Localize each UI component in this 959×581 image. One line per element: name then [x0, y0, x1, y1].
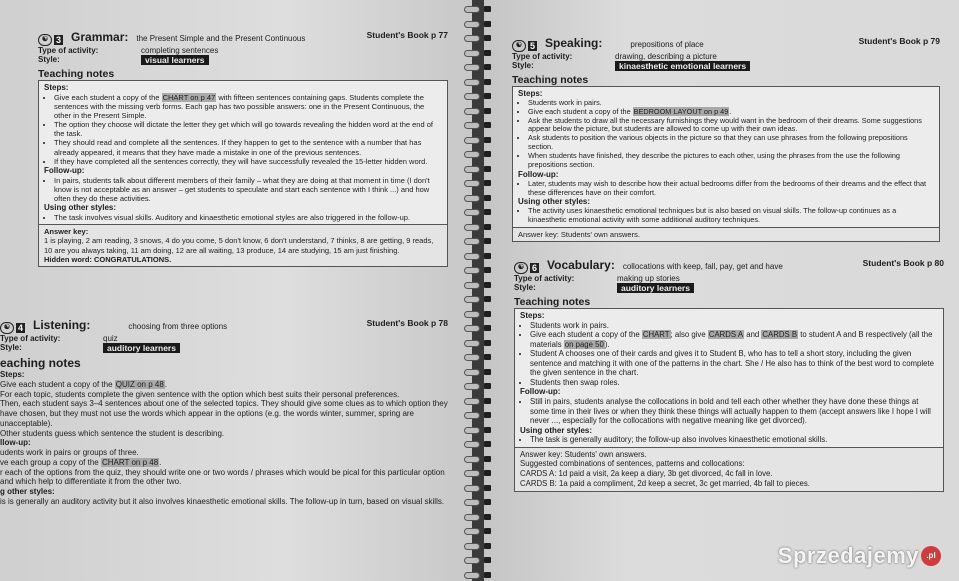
- list-item: • The activity uses kinaesthetic emotional techniques but is also based on visual skills. The follow-up continues as a kinaesthetic emotional activity with some additional auditory techniques.: [528, 207, 934, 225]
- grammar-badge: ☯ 3: [38, 34, 63, 46]
- listening-notes: Steps: Give each student a copy of the QUIZ on p 48. For each topic, students complete the given sentence with the option which best suits their personal preferences. Then, each student says 3–4 sentences about one of the selected topics. They should give some clues as to which option they have chosen, but they must not use the words which appear in the options (e.g. the words winter, summer, spring are unacceptable). Other students guess which sentence the student is describing. llow-up: udents work in pairs or groups of three. ve each group a copy of the CHART on p 48. r each of the options from the quiz, they should write one or two words / phrases which would be pical for this particular option and which help to differentiate it from the other two. g other styles: is is generally an auditory activity but it also involves kinaesthetic emotional skills. The follow-up in turn, based on visual skills.: [0, 370, 448, 506]
- spiral-coil: [460, 439, 496, 449]
- spiral-coil: [460, 222, 496, 232]
- vocabulary-aim: collocations with keep, fall, pay, get and have: [622, 262, 783, 271]
- vocabulary-badge: ☯ 6: [514, 262, 539, 274]
- cards-a-reference: CARDS A: [708, 330, 744, 340]
- spiral-coil: [460, 149, 496, 159]
- spiral-coil: [460, 193, 496, 203]
- spiral-coil: [460, 381, 496, 391]
- vocabulary-book-ref: Student's Book p 80: [862, 258, 944, 268]
- spiral-binding: [460, 0, 496, 581]
- vocabulary-notes-box: Steps: • Students work in pairs. • Give each student a copy of the CHART; also give CARDS A and CARDS B to student A and B respectively (all the materials on page 50). • Student A chooses one of their cards and gives it to Student B, who has to tell a short story, including the given sentence and matching it with one of the patterns in the chart. She / He also has to think of the best word to complete the given sentence in the chart. • Students then swap roles. Follow-up: • Still in pairs, students analyse the collocations in bold and tell each other whether they have done these things at some time in their lives or when they think these things will actually happen to them (accept answers like I hope I will never ..., especially for the collocations with negative meaning like get divorced). Using other styles: • The task is generally auditory; the follow-up also involves kinaesthetic emotional skills.: [514, 308, 944, 448]
- list-item: For each topic, students complete the given sentence with the option which best suits their personal preferences.: [0, 389, 400, 399]
- list-item: • Ask the students to draw all the necessary furnishings they would want in the bedroom of their dreams. Some suggestions appear below the picture, but students are allowed to come up with their own ideas.: [528, 117, 934, 135]
- spiral-coil: [460, 497, 496, 507]
- vocabulary-type: making up stories: [617, 274, 680, 283]
- list-item: • They should read and complete all the sentences. If they happen to get to the sentence with a number that has already appeared, it means that they have made a mistake in one of the previous sentences.: [54, 138, 442, 156]
- list-item: • Students then swap roles.: [530, 378, 938, 388]
- page-reference: on page 50: [564, 339, 604, 349]
- list-item: ve each group a copy of the CHART on p 48.: [0, 457, 162, 467]
- chart-reference: CHART: [642, 330, 670, 340]
- brain-icon: ☯: [0, 322, 14, 334]
- list-item: • Student A chooses one of their cards and gives it to Student B, who has to tell a short story, including the given sentence and matching it with one of the patterns in the chart. She / He also has to think of the best word to complete the given sentence in the chart.: [530, 349, 938, 378]
- listening-badge: ☯ 4: [0, 322, 25, 334]
- spiral-coil: [460, 468, 496, 478]
- listening-section: ☯ 4 Listening: choosing from three options Student's Book p 78 Type of activity: quiz Style: auditory learners eaching notes Steps: Give each student a copy of the QUIZ on p 48. For each topic, students complete the given sentence with the option which best suits their personal preferences. Then, each student says 3–4 sentences about one of the selected topics. They should give some clues as to which option they have chosen, but they must not use the words which appear in the options (e.g. the words winter, summer, spring are unacceptable). Other students guess which sentence the student is describing. llow-up: udents work in pairs or groups of three. ve each group a copy of the CHART on p 48. r each of the options from the quiz, they should write one or two words / phrases which would be pical for this particular option and which help to differentiate it from the other two. g other styles: is is generally an auditory activity but it also involves kinaesthetic emotional skills. The follow-up in turn, based on visual skills.: [0, 318, 448, 506]
- spiral-coil: [460, 48, 496, 58]
- spiral-coil: [460, 410, 496, 420]
- grammar-title: Grammar:: [71, 30, 129, 44]
- chart-reference: CHART on p 47: [162, 92, 216, 102]
- list-item: • The task is generally auditory; the follow-up also involves kinaesthetic emotional skills.: [530, 435, 938, 445]
- watermark-logo: Sprzedajemy .pl: [778, 543, 941, 569]
- spiral-coil: [460, 265, 496, 275]
- list-item: • Later, students may wish to describe how their actual bedrooms differ from the bedrooms of their dreams and the effect that these differences have on their comfort.: [528, 180, 934, 198]
- grammar-notes-box: Steps: • Give each student a copy of the CHART on p 47 with fifteen sentences containing gaps. Students complete the sentences with the missing verb forms. Each gap has two possible answers: one in the Present Continuous, the other in the Present Simple. • The option they choose will dictate the letter they get which will go towards revealing the hidden word at the end of the task. • They should read and complete all the sentences. If they happen to get to the sentence with a number that has already appeared, it means that they have made a mistake in one of the previous sentences. • If they have completed all the sentences correctly, they will have successfully revealed the 15-letter hidden word. Follow-up: • In pairs, students talk about different members of their family – what they are doing at that moment in time (I don't know is not acceptable as an answer – get students to speculate and start each sentence with I think ...) and how often they do these activities. Using other styles: • The task involves visual skills. Auditory and kinaesthetic emotional styles are also triggered in the follow-up.: [38, 80, 448, 225]
- spiral-coil: [460, 352, 496, 362]
- grammar-style-tag: visual learners: [141, 55, 209, 65]
- spiral-coil: [460, 570, 496, 580]
- list-item: • In pairs, students talk about different members of their family – what they are doing at that moment in time (I don't know is not acceptable as an answer – get students to speculate and start each sentence with I think ...) and how often they do these activities.: [54, 176, 442, 203]
- listening-style-tag: auditory learners: [103, 343, 180, 353]
- spiral-coil: [460, 425, 496, 435]
- spiral-coil: [460, 33, 496, 43]
- brain-icon: ☯: [514, 262, 528, 274]
- bedroom-layout-reference: BEDROOM LAYOUT on p 49: [633, 106, 729, 116]
- brain-icon: ☯: [38, 34, 52, 46]
- vocabulary-section: ☯ 6 Vocabulary: collocations with keep, fall, pay, get and have Student's Book p 80 Type of activity: making up stories Style: auditory learners Teaching notes Steps: • Students work in pairs. • Give each student a copy of the CHART; also give CARDS A and CARDS B to student A and B respectively (all the materials on page 50). • Student A chooses one of their cards and gives it to Student B, who has to tell a short story, including the given sentence and matching it with one of the patterns in the chart. She / He also has to think of the best word to complete the given sentence in the chart. • Students then swap roles. Follow-up: • Still in pairs, students analyse the collocations in bold and tell each other whether they have done these things at some time in their lives or when they think these things will actually happen to them (accept answers like I hope I will never ..., especially for the collocations with negative meaning like get divorced). Using other styles: • The task is generally auditory; the follow-up also involves kinaesthetic emotional skills. Answer key: Students' own answers. Suggested combinations of sentences, patterns and collocations: CARDS A: 1d paid a visit, 2a keep a diary, 3b get divorced, 4c fall in love. CARDS B: 1a paid a compliment, 2d keep a secret, 3c get married, 4b fall to pieces.: [514, 258, 944, 492]
- vocabulary-teaching-notes-heading: Teaching notes: [514, 296, 591, 308]
- grammar-book-ref: Student's Book p 77: [366, 30, 448, 40]
- grammar-aim: the Present Simple and the Present Continuous: [136, 34, 306, 43]
- vocabulary-title: Vocabulary:: [547, 258, 615, 272]
- listening-title: Listening:: [33, 318, 91, 332]
- spiral-coil: [460, 236, 496, 246]
- spiral-coil: [460, 454, 496, 464]
- list-item: • When students have finished, they describe the pictures to each other, using the phrases from the use the following prepositions section.: [528, 152, 934, 170]
- spiral-coil: [460, 207, 496, 217]
- spiral-coil: [460, 367, 496, 377]
- speaking-answer-key: Answer key: Students' own answers.: [512, 228, 940, 242]
- list-item: • The task involves visual skills. Auditory and kinaesthetic emotional styles are also triggered in the follow-up.: [54, 213, 442, 222]
- speaking-title: Speaking:: [545, 36, 603, 50]
- list-item: • Still in pairs, students analyse the collocations in bold and tell each other whether they have done these things at some time in their lives or when they think these things will actually happen to them (accept answers like I hope I will never ..., especially for the collocations with negative meaning like get divorced).: [530, 397, 938, 426]
- speaking-notes-box: Steps: • Students work in pairs. • Give each student a copy of the BEDROOM LAYOUT on p 49. • Ask the students to draw all the necessary furnishings they would want in the bedroom of their dreams. Some suggestions appear below the picture, but students are allowed to come up with their own ideas. • Ask students to position the various objects in the picture so that they can use phrases from the following prepositions section. • When students have finished, they describe the pictures to each other, using the phrases from the use the following prepositions section. Follow-up: • Later, students may wish to describe how their actual bedrooms differ from the bedrooms of their dreams and the effect that these differences have on their comfort. Using other styles: • The activity uses kinaesthetic emotional techniques but is also based on visual skills. The follow-up continues as a kinaesthetic emotional activity with some additional auditory techniques.: [512, 86, 940, 228]
- chart-reference: CHART on p 48: [101, 457, 159, 467]
- quiz-reference: QUIZ on p 48: [115, 379, 164, 389]
- vocabulary-style-tag: auditory learners: [617, 283, 694, 293]
- list-item: • Give each student a copy of the CHART; also give CARDS A and CARDS B to student A and B respectively (all the materials on page 50).: [530, 330, 938, 349]
- spiral-coil: [460, 4, 496, 14]
- spiral-coil: [460, 483, 496, 493]
- list-item: • Give each student a copy of the CHART on p 47 with fifteen sentences containing gaps. Students complete the sentences with the missing verb forms. Each gap has two possible answers: one in the Present Continuous, the other in the Present Simple.: [54, 93, 442, 120]
- left-page: [0, 0, 472, 581]
- spiral-coil: [460, 512, 496, 522]
- list-item: • If they have completed all the sentences correctly, they will have successfully revealed the 15-letter hidden word.: [54, 157, 442, 166]
- list-item: • Students work in pairs.: [530, 321, 938, 331]
- spiral-coil: [460, 338, 496, 348]
- list-item: • Ask students to position the various objects in the picture so that they can use phrases from the following prepositions section.: [528, 134, 934, 152]
- spiral-coil: [460, 77, 496, 87]
- spiral-coil: [460, 62, 496, 72]
- list-item: • The option they choose will dictate the letter they get which will go towards revealing the hidden word at the end of the task.: [54, 120, 442, 138]
- vocabulary-answer-key: Answer key: Students' own answers. Suggested combinations of sentences, patterns and collocations: CARDS A: 1d paid a visit, 2a keep a diary, 3b get divorced, 4c fall in love. CARDS B: 1a paid a compliment, 2d keep a secret, 3c get married, 4b fall to pieces.: [514, 448, 944, 492]
- listening-type: quiz: [103, 334, 118, 343]
- spiral-coil: [460, 251, 496, 261]
- list-item: r each of the options from the quiz, they should write one or two words / phrases which would be pical for this particular option and which help to differentiate it from the other two.: [0, 467, 445, 487]
- spiral-coil: [460, 526, 496, 536]
- list-item: Give each student a copy of the QUIZ on p 48.: [0, 379, 168, 389]
- list-item: • Give each student a copy of the BEDROOM LAYOUT on p 49.: [528, 108, 934, 117]
- speaking-badge: ☯ 5: [512, 40, 537, 52]
- spiral-coil: [460, 555, 496, 565]
- brain-icon: ☯: [512, 40, 526, 52]
- list-item: is is generally an auditory activity but it also involves kinaesthetic emotional skills. The follow-up in turn, based on visual skills.: [0, 496, 445, 506]
- grammar-section: ☯ 3 Grammar: the Present Simple and the Present Continuous Student's Book p 77 Type of activity: completing sentences Style: visual learners Teaching notes Steps: • Give each student a copy of the CHART on p 47 with fifteen sentences containing gaps. Students complete the sentences with the missing verb forms. Each gap has two possible answers: one in the Present Continuous, the other in the Present Simple. • The option they choose will dictate the letter they get which will go towards revealing the hidden word at the end of the task. • They should read and complete all the sentences. If they happen to get to the sentence with a number that has already appeared, it means that they have made a mistake in one of the previous sentences. • If they have completed all the sentences correctly, they will have successfully revealed the 15-letter hidden word. Follow-up: • In pairs, students talk about different members of their family – what they are doing at that moment in time (I don't know is not acceptable as an answer – get students to speculate and start each sentence with I think ...) and how often they do these activities. Using other styles: • The task involves visual skills. Auditory and kinaesthetic emotional styles are also triggered in the follow-up. Answer key: 1 is playing, 2 am reading, 3 snows, 4 do you come, 5 don't know, 6 don't understand, 7 thinks, 8 are getting, 9 reads, 10 are you always taking, 11 am doing, 12 are all waiting, 13 produce, 14 are studying, 15 am just finishing. Hidden word: CONGRATULATIONS.: [38, 30, 448, 267]
- spiral-coil: [460, 294, 496, 304]
- spiral-coil: [460, 106, 496, 116]
- cards-b-reference: CARDS B: [762, 330, 798, 340]
- speaking-section: ☯ 5 Speaking: prepositions of place Student's Book p 79 Type of activity: drawing, describing a picture Style: kinaesthetic emotional learners Teaching notes Steps: • Students work in pairs. • Give each student a copy of the BEDROOM LAYOUT on p 49. • Ask the students to draw all the necessary furnishings they would want in the bedroom of their dreams. Some suggestions appear below the picture, but students are allowed to come up with their own ideas. • Ask students to position the various objects in the picture so that they can use phrases from the following prepositions section. • When students have finished, they describe the pictures to each other, using the phrases from the use the following prepositions section. Follow-up: • Later, students may wish to describe how their actual bedrooms differ from the bedrooms of their dreams and the effect that these differences have on their comfort. Using other styles: • The activity uses kinaesthetic emotional techniques but is also based on visual skills. The follow-up continues as a kinaesthetic emotional activity with some additional auditory techniques. Answer key: Students' own answers.: [512, 36, 940, 242]
- speaking-teaching-notes-heading: Teaching notes: [512, 74, 589, 86]
- spiral-coil: [460, 280, 496, 290]
- right-page: [484, 0, 959, 581]
- grammar-type: completing sentences: [141, 46, 219, 55]
- speaking-type: drawing, describing a picture: [615, 52, 717, 61]
- spiral-coil: [460, 120, 496, 130]
- speaking-book-ref: Student's Book p 79: [858, 36, 940, 46]
- grammar-answer-key: Answer key: 1 is playing, 2 am reading, 3 snows, 4 do you come, 5 don't know, 6 don't understand, 7 thinks, 8 are getting, 9 reads, 10 are you always taking, 11 am doing, 12 are all waiting, 13 produce, 14 are studying, 15 am just finishing. Hidden word: CONGRATULATIONS.: [38, 225, 448, 268]
- list-item: Other students guess which sentence the student is describing.: [0, 428, 225, 438]
- list-item: Then, each student says 3–4 sentences about one of the selected topics. They should give some clues as to which option they have chosen, but they must not use the words which appear in the options (e.g. the words winter, summer, spring are unacceptable).: [0, 399, 448, 428]
- speaking-aim: prepositions of place: [630, 40, 704, 49]
- list-item: • Students work in pairs.: [528, 99, 934, 108]
- list-item: udents work in pairs or groups of three.: [0, 448, 139, 457]
- spiral-coil: [460, 396, 496, 406]
- spiral-coil: [460, 91, 496, 101]
- spiral-coil: [460, 164, 496, 174]
- spiral-coil: [460, 323, 496, 333]
- spiral-coil: [460, 19, 496, 29]
- spiral-coil: [460, 541, 496, 551]
- spiral-coil: [460, 178, 496, 188]
- listening-book-ref: Student's Book p 78: [366, 318, 448, 328]
- spiral-coil: [460, 135, 496, 145]
- speaking-style-tag: kinaesthetic emotional learners: [615, 61, 750, 71]
- grammar-teaching-notes-heading: Teaching notes: [38, 68, 115, 80]
- listening-teaching-notes-heading: eaching notes: [0, 356, 81, 370]
- listening-aim: choosing from three options: [128, 322, 228, 331]
- spiral-coil: [460, 309, 496, 319]
